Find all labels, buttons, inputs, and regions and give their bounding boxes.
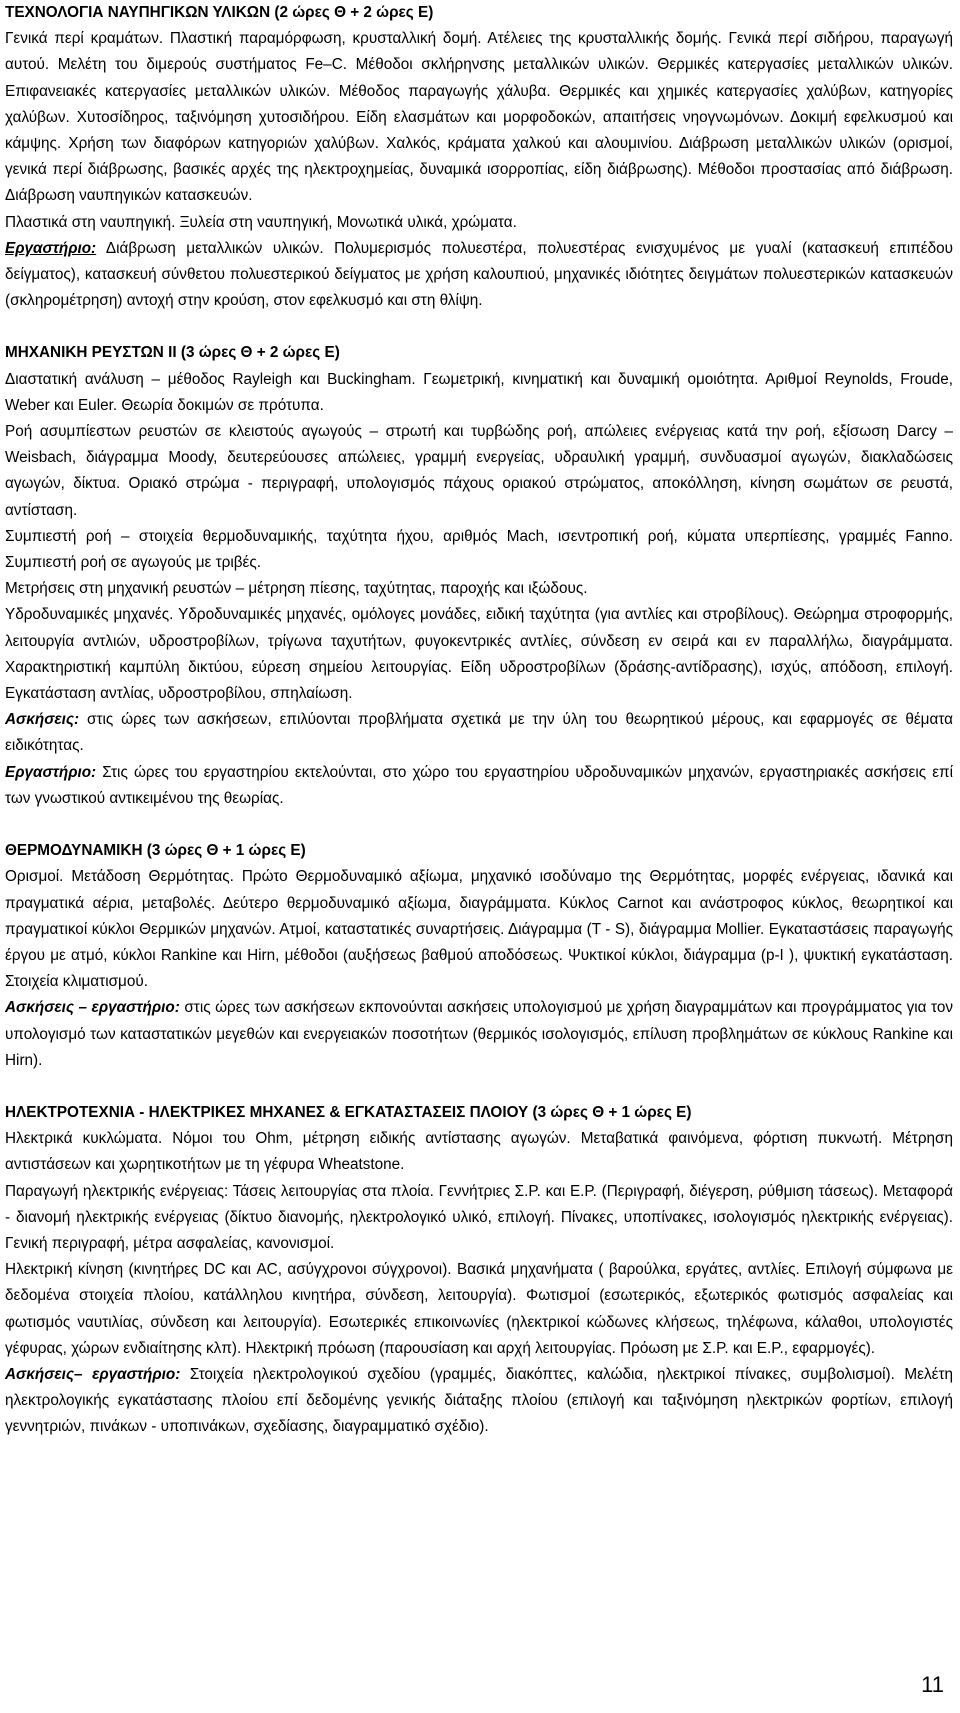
lab-label: Εργαστήριο:: [5, 763, 97, 781]
section-materials: [5, 0, 953, 314]
exercises-paragraph: [5, 707, 953, 759]
paragraph: Διαστατική ανάλυση – μέθοδος Rayleigh και Buckingham. Γεωμετρική, κινηματική και δυναμική ομοιότητα. Αριθμοί Reynolds, Froude, Weber και Euler. Θεωρία δοκιμών σε πρότυπα.: [5, 370, 953, 414]
exercises-text: στις ώρες των ασκήσεων εκπονούνται ασκήσεις υπολογισμού με χρήση διαγραμμάτων και προγράμματος για τον υπολογισμό των καταστατικών μεγεθών και ενεργειακών ποσοτήτων (θερμικός ισολογισμός, επίλυση προβλημάτων σε κύκλους Rankine και Hirn).: [5, 999, 953, 1069]
lab-text: Στις ώρες του εργαστηρίου εκτελούνται, στο χώρο του εργαστηρίου υδροδυναμικών μηχανών, εργαστηριακές ασκήσεις επί των γνωστικού αντικειμένου της θεωρίας.: [5, 763, 953, 807]
lab-paragraph: [5, 760, 953, 812]
lab-paragraph: [5, 236, 953, 315]
section-electrotechnics: [5, 1100, 953, 1441]
exercises-label: Ασκήσεις– εργαστήριο:: [5, 1365, 181, 1383]
exercises-paragraph: [5, 995, 953, 1074]
lab-label: Εργαστήριο:: [5, 239, 97, 257]
page-number: 11: [921, 1672, 944, 1697]
exercises-text: στις ώρες των ασκήσεων, επιλύονται προβλήματα σχετικά με την ύλη του θεωρητικού μέρους, και εφαρμογές σε θέματα ειδικότητας.: [5, 711, 953, 755]
paragraph: Μετρήσεις στη μηχανική ρευστών – μέτρηση πίεσης, ταχύτητας, παροχής και ιξώδους.: [5, 580, 588, 598]
paragraph: Υδροδυναμικές μηχανές. Υδροδυναμικές μηχανές, ομόλογες μονάδες, ειδική ταχύτητα (για αντλίες και στροβίλους). Θεώρημα στροφορμής, λειτουργία αντλιών, υδροστροβίλων, τρίγωνα ταχυτήτων, φυγοκεντρικές αντλίες, σύνδεση εν σειρά και εν παραλλήλω, διαγράμματα. Χαρακτηριστική καμπύλη δικτύου, εύρεση σημείου λειτουργίας. Είδη υδροστροβίλων (δράσης-αντίδρασης), ισχύς, απόδοση, επιλογή. Εγκατάσταση αντλίας, υδροστροβίλου, σπηλαίωση.: [5, 606, 953, 703]
exercises-text: Στοιχεία ηλεκτρολογικού σχεδίου (γραμμές, διακόπτες, καλώδια, ηλεκτρικοί πίνακες, συμβολισμοί). Μελέτη ηλεκτρολογικής εγκατάστασης πλοίου επί δεδομένης γενικής διάταξης πλοίου (επιλογή και ταξινόμηση ηλεκτρικών φορτίων, επιλογή γεννητριών, πινάκων - υποπινάκων, σχεδίασης, διαγραμματικό σχέδιο).: [5, 1365, 953, 1436]
paragraph: Ορισμοί. Μετάδοση Θερμότητας. Πρώτο Θερμοδυναμικό αξίωμα, μηχανικό ισοδύναμο της Θερμότητας, μορφές ενέργειας, ιδανικά και πραγματικά αέρια, μεταβολές. Δεύτερο θερμοδυναμικό αξίωμα, διαγράμματα. Κύκλος Carnot και ανάστροφος κύκλος, θεωρητικοί και πραγματικοί κύκλοι Θερμικών μηχανών. Ατμοί, καταστατικές συναρτήσεις. Διάγραμμα (T - S), διάγραμμα Mollier. Εγκαταστάσεις παραγωγής έργου με ατμό, κύκλοι Rankine και Hirn, μέθοδοι (αυξήσεως βαθμού αποδόσεως. Ψυκτικοί κύκλοι, διάγραμμα (p-I ), ψυκτική εγκατάσταση. Στοιχεία κλιματισμού.: [5, 868, 953, 991]
lab-text: Διάβρωση μεταλλικών υλικών. Πολυμερισμός πολυεστέρα, πολυεστέρας ενισχυμένος με γυαλί (κατασκευή επιπέδου δείγματος), κατασκευή σύνθετου πολυεστερικού δείγματος με χρήση καλουπιού, μηχανικές ιδιότητες δειγμάτων πολυεστερικών κατασκευών (σκληρομέτρηση) αντοχή στην κρούση, στον εφελκυσμό και στη θλίψη.: [5, 239, 953, 310]
document-body: [5, 0, 953, 1441]
section-thermodynamics: [5, 838, 953, 1074]
paragraph: Ροή ασυμπίεστων ρευστών σε κλειστούς αγωγούς – στρωτή και τυρβώδης ροή, απώλειες ενέργειας κατά την ροή, εξίσωση Darcy – Weisbach, διάγραμμα Moody, δευτερεύουσες απώλειες, γραμμή ενεργείας, υδραυλική γραμμή, συνδυασμοί αγωγών, διακλαδώσεις αγωγών, δίκτυα. Οριακό στρώμα - περιγραφή, υπολογισμός πάχους οριακού στρώματος, αποκόλληση, κίνηση σωμάτων σε ρευστά, αντίσταση.: [5, 423, 953, 519]
paragraph: Ηλεκτρική κίνηση (κινητήρες DC και AC, ασύγχρονοι σύγχρονοι). Βασικά μηχανήματα ( βαρούλκα, εργάτες, αντλίες. Επιλογή σύμφωνα με δεδομένα στοιχεία πλοίου, κατάλληλου κινητήρα, σύνδεση, λειτουργία). Φωτισμοί (εσωτερικός, εξωτερικός φωτισμός ασφαλείας και φωτισμός ναυτιλίας, σύνδεση και λειτουργία). Εσωτερικές επικοινωνίες (ηλεκτρικοί κώδωνες κλήσεως, τηλέφωνα, κάλαθοι, υπολογιστές γέφυρας, χώρων ενδιαίτησης κλπ). Ηλεκτρική πρόωση (παρουσίαση και αρχή λειτουργίας. Πρόωση με Σ.Ρ. και Ε.Ρ., εφαρμογές).: [5, 1261, 953, 1357]
section-title: ΤΕΧΝΟΛΟΓΙΑ ΝΑΥΠΗΓΙΚΩΝ ΥΛΙΚΩΝ (2 ώρες Θ + 2 ώρες Ε): [5, 4, 434, 21]
paragraph: Πλαστικά στη ναυπηγική. Ξυλεία στη ναυπηγική, Μονωτικά υλικά, χρώματα.: [5, 213, 517, 231]
paragraph: Ηλεκτρικά κυκλώματα. Νόμοι του Ohm, μέτρηση ειδικής αντίστασης αγωγών. Μεταβατικά φαινόμενα, φόρτιση πυκνωτή. Μέτρηση αντιστάσεων και χωρητικοτήτων με τη γέφυρα Wheatstone.: [5, 1130, 953, 1174]
paragraph: Γενικά περί κραμάτων. Πλαστική παραμόρφωση, κρυσταλλική δομή. Ατέλειες της κρυσταλλικής δομής. Γενικά περί σιδήρου, παραγωγή αυτού. Μελέτη του διμερούς συστήματος Fe–C. Μέθοδοι σκλήρηνσης μεταλλικών υλικών. Θερμικές κατεργασίες μεταλλικών υλικών. Επιφανειακές κατεργασίες μεταλλικών υλικών. Μέθοδος παραγωγής χάλυβα. Θερμικές και χημικές κατεργασίες χαλύβων, κατηγορίες χαλύβων. Χυτοσίδηρος, ταξινόμηση χυτοσιδήρου. Είδη ελασμάτων και μορφοδοκών, απαιτήσεις νηογνωμόνων. Δοκιμή εφελκυσμού και κάμψης. Χρήση των διαφόρων κατηγοριών χαλύβων. Χαλκός, κράματα χαλκού και αλουμινίου. Διάβρωση μεταλλικών υλικών (ορισμοί, γενικά περί διάβρωσης, βασικές αρχές της ηλεκτροχημείας, δυναμικά ισορροπίας, είδη διάβρωσης). Μέθοδοι προστασίας από διάβρωση. Διάβρωση ναυπηγικών κατασκευών.: [5, 30, 953, 205]
paragraph: Συμπιεστή ροή – στοιχεία θερμοδυναμικής, ταχύτητα ήχου, αριθμός Mach, ισεντροπική ροή, κύματα υπερπίεσης, γραμμές Fanno. Συμπιεστή ροή σε αγωγούς με τριβές.: [5, 527, 953, 572]
exercises-label: Ασκήσεις:: [5, 711, 80, 729]
section-title: ΘΕΡΜΟΔΥΝΑΜΙΚΗ (3 ώρες Θ + 1 ώρες Ε): [5, 842, 306, 860]
section-fluids: [5, 340, 953, 812]
exercises-label: Ασκήσεις – εργαστήριο:: [5, 999, 180, 1017]
section-title: ΗΛΕΚΤΡΟΤΕΧΝΙΑ - ΗΛΕΚΤΡΙΚΕΣ ΜΗΧΑΝΕΣ & ΕΓΚΑΤΑΣΤΑΣΕΙΣ ΠΛΟΙΟΥ (3 ώρες Θ + 1 ώρες Ε): [5, 1103, 692, 1121]
exercises-paragraph: [5, 1362, 953, 1441]
section-title: ΜΗΧΑΝΙΚΗ ΡΕΥΣΤΩΝ ΙΙ (3 ώρες Θ + 2 ώρες Ε): [5, 344, 340, 362]
paragraph: Παραγωγή ηλεκτρικής ενέργειας: Τάσεις λειτουργίας στα πλοία. Γεννήτριες Σ.Ρ. και Ε.Ρ. (Περιγραφή, διέγερση, ρύθμιση τάσεως). Μεταφορά - διανομή ηλεκτρικής ενέργειας (δίκτυο διανομής, ηλεκτρολογικό υλικό, επιλογή. Πίνακες, υποπίνακες, ισολογισμός ηλεκτρικής ενέργειας). Γενική περιγραφή, μέτρα ασφαλείας, κανονισμοί.: [5, 1182, 953, 1252]
